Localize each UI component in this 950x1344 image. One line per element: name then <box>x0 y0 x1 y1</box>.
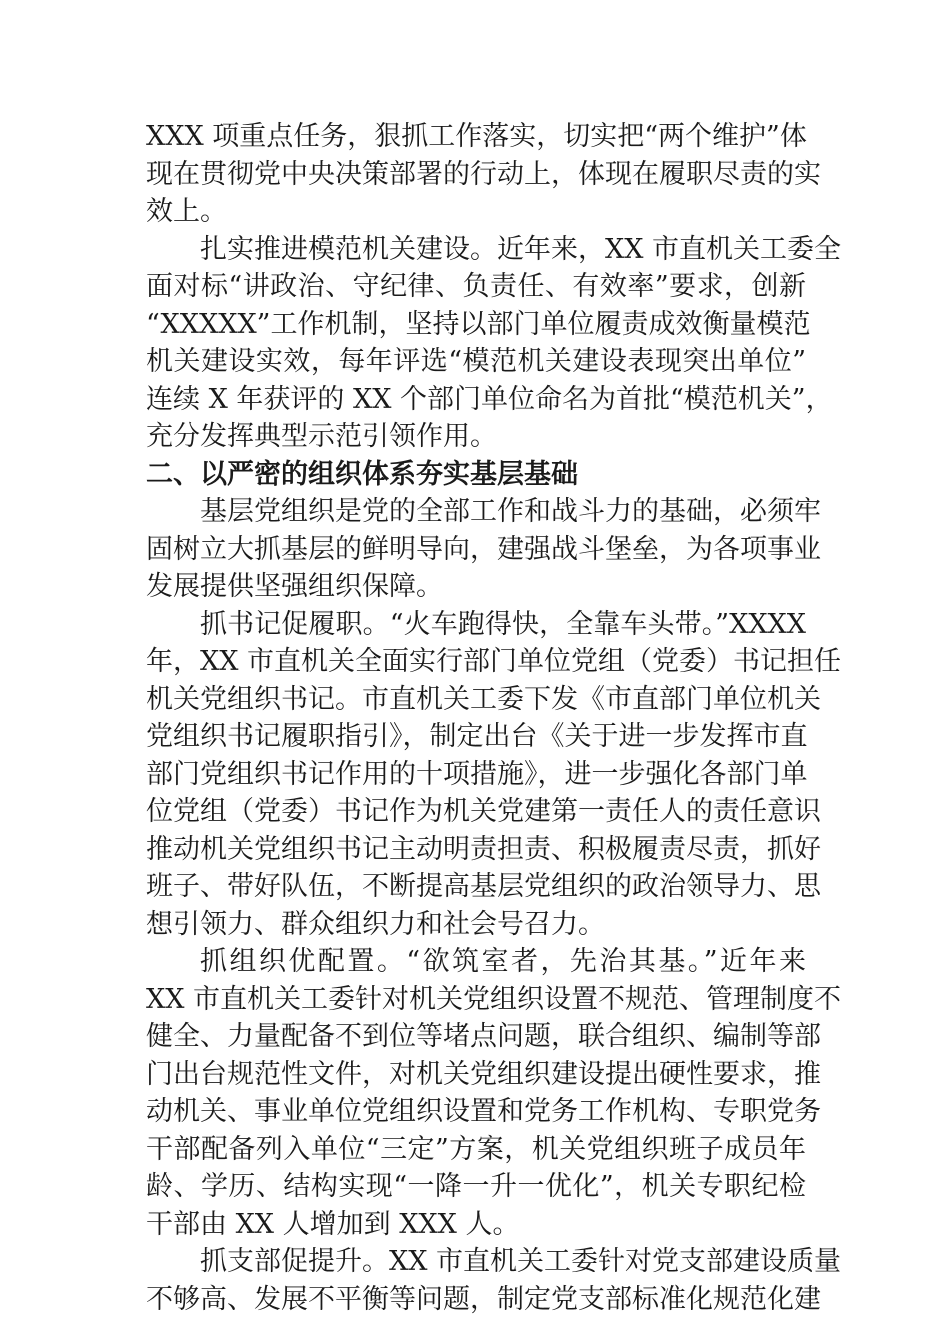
text-line: 现在贯彻党中央决策部署的行动上，体现在履职尽责的实 <box>146 158 821 190</box>
text-line: 不够高、发展不平衡等问题，制定党支部标准化规范化建 <box>146 1283 821 1315</box>
text-line: 推动机关党组织书记主动明责担责、积极履责尽责，抓好 <box>146 833 821 865</box>
text-line: XX 市直机关工委针对机关党组织设置不规范、管理制度不 <box>146 983 842 1015</box>
text-line: 门出台规范性文件，对机关党组织建设提出硬性要求，推 <box>146 1058 821 1090</box>
paragraph-grassroots-intro <box>146 493 821 606</box>
text-line: “XXXXX”工作机制，坚持以部门单位履责成效衡量模范 <box>146 308 811 340</box>
text-line: 抓支部促提升。XX 市直机关工委针对党支部建设质量 <box>200 1246 842 1277</box>
text-line: 位党组（党委）书记作为机关党建第一责任人的责任意识 <box>146 796 821 827</box>
paragraph-secretary-duties <box>146 606 842 944</box>
text-line: XXX 项重点任务，狠抓工作落实，切实把“两个维护”体 <box>146 121 807 152</box>
paragraph-model-organs <box>146 231 842 456</box>
text-line: 动机关、事业单位党组织设置和党务工作机构、专职党务 <box>146 1096 821 1127</box>
text-line: 机关建设实效，每年评选“模范机关建设表现突出单位” <box>146 346 806 377</box>
paragraph-branch-improvement <box>146 1243 842 1318</box>
text-line: 发展提供坚强组织保障。 <box>146 571 443 602</box>
text-line: 健全、力量配备不到位等堵点问题，联合组织、编制等部 <box>146 1021 821 1052</box>
text-line: 班子、带好队伍，不断提高基层党组织的政治领导力、思 <box>146 871 821 902</box>
text-line: 扎实推进模范机关建设。近年来，XX 市直机关工委全 <box>200 233 842 265</box>
section-heading: 二、以严密的组织体系夯实基层基础 <box>146 458 578 490</box>
text-line: 固树立大抓基层的鲜明导向，建强战斗堡垒，为各项事业 <box>146 533 821 565</box>
paragraph-continuation <box>146 118 821 231</box>
text-line: 基层党组织是党的全部工作和战斗力的基础，必须牢 <box>200 496 821 527</box>
document-page <box>146 118 842 1318</box>
text-line: 充分发挥典型示范引领作用。 <box>146 421 497 452</box>
text-line: 部门党组织书记作用的十项措施》，进一步强化各部门单 <box>146 758 808 790</box>
text-line: 干部由 XX 人增加到 XXX 人。 <box>146 1208 520 1240</box>
text-line: 机关党组织书记。市直机关工委下发《市直部门单位机关 <box>146 683 821 715</box>
paragraph-organization-config <box>146 943 842 1243</box>
text-line: 效上。 <box>146 196 227 227</box>
text-line: 面对标“讲政治、守纪律、负责任、有效率”要求，创新 <box>146 271 806 302</box>
text-line: 想引领力、群众组织力和社会号召力。 <box>146 908 605 940</box>
text-line: 抓组织优配置。“欲筑室者，先治其基。”近年来 <box>200 946 806 977</box>
text-line: 党组织书记履职指引》，制定出台《关于进一步发挥市直 <box>146 721 808 752</box>
text-line: 连续 X 年获评的 XX 个部门单位命名为首批“模范机关”， <box>146 383 833 415</box>
text-line: 龄、学历、结构实现“一降一升一优化”，机关专职纪检 <box>146 1171 806 1202</box>
text-line: 抓书记促履职。“火车跑得快，全靠车头带。”XXXX <box>200 608 806 640</box>
text-line: 干部配备列入单位“三定”方案，机关党组织班子成员年 <box>146 1133 806 1165</box>
text-line: 年，XX 市直机关全面实行部门单位党组（党委）书记担任 <box>146 646 842 677</box>
